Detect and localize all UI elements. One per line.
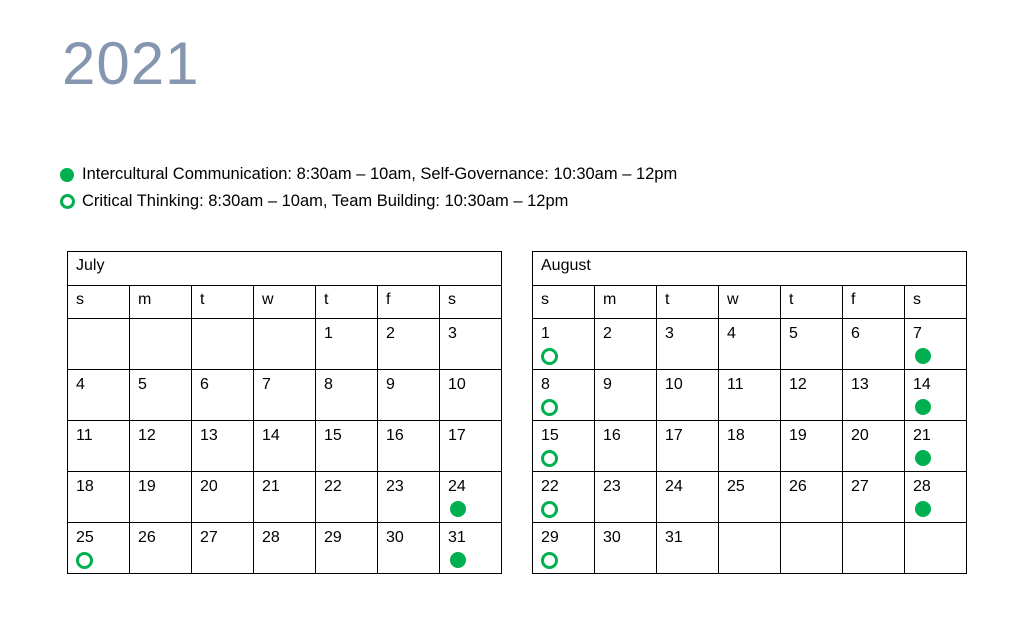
- empty-day-cell: [905, 523, 967, 574]
- day-number: 15: [324, 427, 342, 444]
- ring-dot-icon: [60, 194, 77, 209]
- month-name: August: [533, 252, 967, 286]
- day-cell: [378, 421, 440, 472]
- day-cell: [595, 421, 657, 472]
- legend-text: Critical Thinking: 8:30am – 10am, Team Building: 10:30am – 12pm: [82, 192, 569, 210]
- day-cell: [595, 523, 657, 574]
- day-number: 16: [386, 427, 404, 444]
- day-cell: [254, 370, 316, 421]
- week-row: [533, 472, 967, 523]
- day-cell: [781, 421, 843, 472]
- week-row: [68, 370, 502, 421]
- day-number: 12: [789, 376, 807, 393]
- day-number: 24: [665, 478, 683, 495]
- day-number: 31: [448, 529, 466, 546]
- day-number: 9: [603, 376, 612, 393]
- day-number: 13: [851, 376, 869, 393]
- legend-text: Intercultural Communication: 8:30am – 10am, Self-Governance: 10:30am – 12pm: [82, 165, 678, 183]
- day-number: 11: [76, 427, 93, 444]
- day-number: 14: [262, 427, 280, 444]
- day-cell: [68, 421, 130, 472]
- ring-dot-icon: [541, 501, 594, 518]
- day-number: 29: [541, 529, 559, 546]
- day-cell: [719, 370, 781, 421]
- day-cell: [68, 472, 130, 523]
- day-number: 1: [324, 325, 333, 342]
- day-number: 26: [138, 529, 156, 546]
- day-number: 5: [789, 325, 798, 342]
- day-number: 13: [200, 427, 218, 444]
- day-number: 25: [76, 529, 94, 546]
- day-cell: [316, 472, 378, 523]
- filled-dot-icon: [448, 501, 501, 518]
- day-cell: [595, 472, 657, 523]
- day-number: 2: [386, 325, 395, 342]
- weekday-header: s: [440, 286, 502, 319]
- day-number: 23: [603, 478, 621, 495]
- legend-item-filled: [60, 161, 677, 188]
- day-cell: [843, 319, 905, 370]
- day-cell: [719, 421, 781, 472]
- day-number: 23: [386, 478, 404, 495]
- day-number: 17: [665, 427, 683, 444]
- day-cell: [192, 523, 254, 574]
- ring-dot-icon: [541, 348, 594, 365]
- day-number: 22: [324, 478, 342, 495]
- day-cell: [254, 472, 316, 523]
- weekday-header: w: [254, 286, 316, 319]
- ring-dot-icon: [541, 552, 594, 569]
- day-number: 11: [727, 376, 744, 393]
- month-name: July: [68, 252, 502, 286]
- empty-day-cell: [843, 523, 905, 574]
- day-number: 8: [541, 376, 550, 393]
- day-cell: [595, 319, 657, 370]
- week-row: [68, 472, 502, 523]
- weekday-header: t: [657, 286, 719, 319]
- day-cell: [440, 370, 502, 421]
- day-cell: [719, 472, 781, 523]
- day-number: 16: [603, 427, 621, 444]
- day-cell: [595, 370, 657, 421]
- weekday-header: t: [316, 286, 378, 319]
- day-cell: [130, 370, 192, 421]
- weekday-header: w: [719, 286, 781, 319]
- day-number: 3: [665, 325, 674, 342]
- day-number: 20: [851, 427, 869, 444]
- day-cell: [316, 523, 378, 574]
- day-number: 8: [324, 376, 333, 393]
- day-number: 18: [727, 427, 745, 444]
- day-cell: [657, 319, 719, 370]
- filled-dot-icon: [913, 450, 966, 467]
- day-cell: [130, 472, 192, 523]
- day-number: 9: [386, 376, 395, 393]
- day-number: 6: [851, 325, 860, 342]
- year-title: 2021: [62, 30, 200, 97]
- filled-dot-icon: [913, 399, 966, 416]
- weekday-header: m: [130, 286, 192, 319]
- day-number: 1: [541, 325, 550, 342]
- day-cell: [533, 472, 595, 523]
- day-number: 25: [727, 478, 745, 495]
- day-cell: [905, 472, 967, 523]
- filled-dot-icon: [913, 501, 966, 518]
- day-cell: [316, 421, 378, 472]
- day-cell: [905, 421, 967, 472]
- day-cell: [843, 370, 905, 421]
- day-number: 19: [138, 478, 156, 495]
- empty-day-cell: [68, 319, 130, 370]
- week-row: [68, 319, 502, 370]
- day-cell: [378, 523, 440, 574]
- day-cell: [440, 523, 502, 574]
- empty-day-cell: [719, 523, 781, 574]
- day-cell: [316, 319, 378, 370]
- day-number: 5: [138, 376, 147, 393]
- weekday-header: s: [905, 286, 967, 319]
- day-cell: [843, 472, 905, 523]
- day-number: 10: [448, 376, 466, 393]
- day-number: 24: [448, 478, 466, 495]
- day-number: 31: [665, 529, 683, 546]
- day-number: 22: [541, 478, 559, 495]
- day-cell: [905, 319, 967, 370]
- ring-dot-icon: [541, 399, 594, 416]
- day-number: 27: [200, 529, 218, 546]
- empty-day-cell: [130, 319, 192, 370]
- day-number: 21: [913, 427, 931, 444]
- weekday-header: s: [68, 286, 130, 319]
- day-number: 21: [262, 478, 280, 495]
- ring-dot-icon: [541, 450, 594, 467]
- day-number: 17: [448, 427, 466, 444]
- day-number: 10: [665, 376, 683, 393]
- day-number: 19: [789, 427, 807, 444]
- ring-dot-icon: [76, 552, 129, 569]
- day-cell: [440, 421, 502, 472]
- day-cell: [192, 421, 254, 472]
- day-number: 28: [262, 529, 280, 546]
- day-number: 26: [789, 478, 807, 495]
- day-cell: [378, 319, 440, 370]
- legend-item-ring: [60, 188, 677, 215]
- day-number: 4: [76, 376, 85, 393]
- weekday-header: f: [378, 286, 440, 319]
- day-number: 27: [851, 478, 869, 495]
- day-number: 12: [138, 427, 156, 444]
- day-cell: [68, 370, 130, 421]
- day-cell: [440, 472, 502, 523]
- day-number: 4: [727, 325, 736, 342]
- day-number: 6: [200, 376, 209, 393]
- day-cell: [533, 370, 595, 421]
- filled-dot-icon: [448, 552, 501, 569]
- weekday-header: t: [192, 286, 254, 319]
- day-cell: [657, 523, 719, 574]
- day-cell: [657, 472, 719, 523]
- day-number: 28: [913, 478, 931, 495]
- day-cell: [378, 370, 440, 421]
- week-row: [68, 421, 502, 472]
- weekday-header: t: [781, 286, 843, 319]
- day-cell: [254, 421, 316, 472]
- day-cell: [533, 319, 595, 370]
- day-number: 7: [262, 376, 271, 393]
- empty-day-cell: [781, 523, 843, 574]
- day-number: 18: [76, 478, 94, 495]
- day-number: 2: [603, 325, 612, 342]
- day-cell: [130, 523, 192, 574]
- day-number: 30: [603, 529, 621, 546]
- filled-dot-icon: [913, 348, 966, 365]
- day-cell: [781, 472, 843, 523]
- day-number: 7: [913, 325, 922, 342]
- calendar-august: [532, 251, 967, 574]
- day-cell: [192, 370, 254, 421]
- day-number: 30: [386, 529, 404, 546]
- day-cell: [130, 421, 192, 472]
- day-number: 29: [324, 529, 342, 546]
- day-cell: [533, 421, 595, 472]
- empty-day-cell: [254, 319, 316, 370]
- day-cell: [781, 319, 843, 370]
- day-cell: [657, 421, 719, 472]
- legend: [60, 161, 677, 215]
- day-cell: [254, 523, 316, 574]
- weekday-header: m: [595, 286, 657, 319]
- day-cell: [316, 370, 378, 421]
- day-cell: [719, 319, 781, 370]
- week-row: [68, 523, 502, 574]
- filled-dot-icon: [60, 168, 77, 182]
- day-cell: [657, 370, 719, 421]
- week-row: [533, 370, 967, 421]
- day-number: 15: [541, 427, 559, 444]
- day-number: 20: [200, 478, 218, 495]
- week-row: [533, 523, 967, 574]
- day-number: 3: [448, 325, 457, 342]
- day-number: 14: [913, 376, 931, 393]
- week-row: [533, 319, 967, 370]
- day-cell: [843, 421, 905, 472]
- day-cell: [440, 319, 502, 370]
- day-cell: [905, 370, 967, 421]
- weekday-header: s: [533, 286, 595, 319]
- empty-day-cell: [192, 319, 254, 370]
- day-cell: [68, 523, 130, 574]
- weekday-header: f: [843, 286, 905, 319]
- day-cell: [378, 472, 440, 523]
- week-row: [533, 421, 967, 472]
- day-cell: [192, 472, 254, 523]
- day-cell: [781, 370, 843, 421]
- calendar-july: [67, 251, 502, 574]
- day-cell: [533, 523, 595, 574]
